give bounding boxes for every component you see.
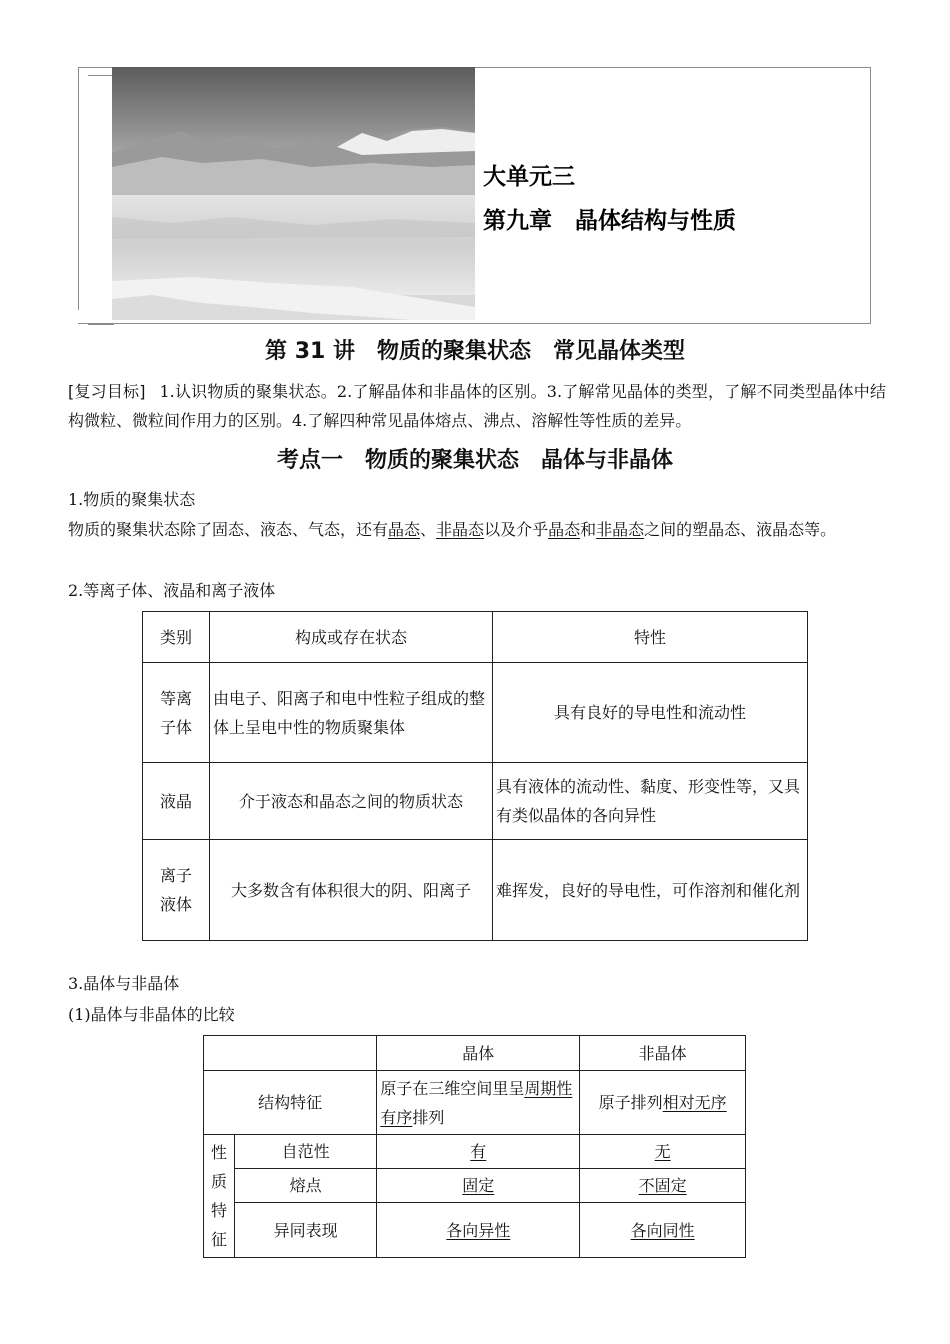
table-cell: 介于液态和晶态之间的物质状态 — [210, 763, 493, 840]
table-header-cell-empty — [204, 1036, 377, 1071]
table-cell: 具有液体的流动性、黏度、形变性等，又具有类似晶体的各向异性 — [493, 763, 808, 840]
lecture-title: 第 31 讲 物质的聚集状态 常见晶体类型 — [265, 339, 685, 364]
banner-frame-bottom-tick — [88, 324, 114, 325]
table-cell: 熔点 — [235, 1169, 377, 1203]
table-cell: 原子在三维空间里呈周期性有序排列 — [377, 1071, 580, 1135]
review-goals-text: 1.认识物质的聚集状态。2.了解晶体和非晶体的区别。3.了解常见晶体的类型，了解不同类型晶体中结构微粒、微粒间作用力的区别。4.了解四种常见晶体熔点、沸点、溶解性等性质的差异。 — [68, 382, 886, 430]
table-cell: 难挥发，良好的导电性，可作溶剂和催化剂 — [493, 840, 808, 941]
landscape-photo — [112, 67, 475, 320]
table-cell: 异同表现 — [235, 1203, 377, 1258]
review-goals — [68, 377, 886, 435]
table-cell: 各向同性 — [580, 1203, 746, 1258]
unit-title: 大单元三 — [483, 164, 575, 190]
heading-plasma-liquid-crystal: 2.等离子体、液晶和离子液体 — [68, 581, 276, 600]
table-header-cell: 特性 — [493, 612, 808, 663]
blank-crystalline: 晶态 — [548, 520, 581, 539]
blank-periodic-order: 周期性有序 — [380, 1078, 573, 1127]
table-row — [204, 1169, 746, 1203]
table-cell: 不固定 — [580, 1169, 746, 1203]
chapter-title: 第九章 晶体结构与性质 — [483, 208, 736, 234]
table-header-row — [204, 1036, 746, 1071]
states-table — [142, 611, 808, 941]
table-cell: 无 — [580, 1135, 746, 1169]
blank-crystalline: 晶态 — [388, 520, 421, 539]
banner-frame-tick — [88, 75, 114, 76]
table-cell: 等离子体 — [143, 663, 210, 763]
paragraph-aggregation-states: 物质的聚集状态除了固态、液态、气态，还有晶态、非晶态以及介乎晶态和非晶态之间的塑晶态、液晶态等。 — [68, 520, 837, 539]
blank-amorphous: 非晶态 — [596, 520, 645, 539]
heading-crystal-vs-noncrystal: 3.晶体与非晶体 — [68, 974, 180, 993]
table-cell: 原子排列相对无序 — [580, 1071, 746, 1135]
table-header-cell: 非晶体 — [580, 1036, 746, 1071]
table-header-cell: 构成或存在状态 — [210, 612, 493, 663]
blank-amorphous: 非晶态 — [436, 520, 485, 539]
table-cell: 具有良好的导电性和流动性 — [493, 663, 808, 763]
table-cell: 离子液体 — [143, 840, 210, 941]
table-header-cell: 晶体 — [377, 1036, 580, 1071]
table-header-row — [143, 612, 808, 663]
table-cell: 各向异性 — [377, 1203, 580, 1258]
table-cell: 结构特征 — [204, 1071, 377, 1135]
table-cell-property-group: 性 质 特 征 — [204, 1135, 235, 1258]
blank-relative-disorder: 相对无序 — [662, 1093, 727, 1112]
table-cell: 液晶 — [143, 763, 210, 840]
table-cell: 自范性 — [235, 1135, 377, 1169]
table-row — [204, 1203, 746, 1258]
table-row — [204, 1071, 746, 1135]
table-row — [143, 840, 808, 941]
banner-frame-left-line — [78, 67, 79, 310]
section-title: 考点一 物质的聚集状态 晶体与非晶体 — [276, 448, 673, 473]
subheading-comparison: (1)晶体与非晶体的比较 — [68, 1005, 235, 1024]
review-goals-tag: [复习目标] — [68, 382, 146, 401]
table-row — [143, 763, 808, 840]
table-header-cell: 类别 — [143, 612, 210, 663]
table-row — [204, 1135, 746, 1169]
table-cell: 有 — [377, 1135, 580, 1169]
heading-aggregation-states: 1.物质的聚集状态 — [68, 490, 196, 509]
table-cell: 大多数含有体积很大的阴、阳离子 — [210, 840, 493, 941]
table-row — [143, 663, 808, 763]
crystal-comparison-table — [203, 1035, 746, 1258]
table-cell: 由电子、阳离子和电中性粒子组成的整体上呈电中性的物质聚集体 — [210, 663, 493, 763]
table-cell: 固定 — [377, 1169, 580, 1203]
